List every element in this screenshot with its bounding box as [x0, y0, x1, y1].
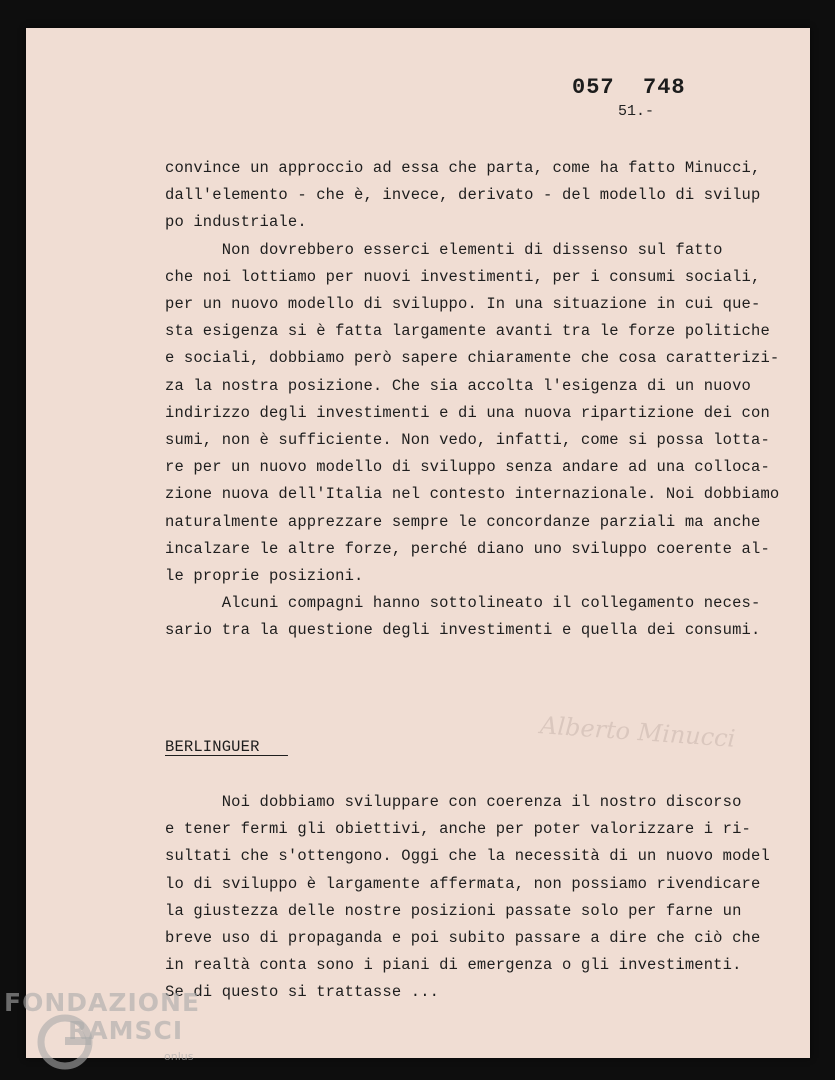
- archive-number: 057 748: [572, 75, 686, 100]
- text-line: e sociali, dobbiamo però sapere chiaramente che cosa caratterizi-: [165, 349, 780, 368]
- text-line: breve uso di propaganda e poi subito passare a dire che ciò che: [165, 929, 761, 948]
- text-line: Se di questo si trattasse ...: [165, 983, 440, 1002]
- text-line: za la nostra posizione. Che sia accolta l'esigenza di un nuovo: [165, 376, 751, 395]
- text-line: e tener fermi gli obiettivi, anche per poter valorizzare i ri-: [165, 820, 751, 839]
- text-line: Noi dobbiamo sviluppare con coerenza il nostro discorso: [165, 793, 742, 811]
- text-line: lo di sviluppo è largamente affermata, non possiamo rivendicare: [165, 874, 761, 893]
- text-line: po industriale.: [165, 213, 307, 232]
- text-line: le proprie posizioni.: [165, 567, 364, 586]
- text-line: sario tra la questione degli investimenti e quella dei consumi.: [165, 621, 761, 640]
- text-line: incalzare le altre forze, perché diano uno sviluppo coerente al-: [165, 539, 770, 558]
- text-line: per un nuovo modello di sviluppo. In una situazione in cui que-: [165, 295, 761, 314]
- text-line: che noi lottiamo per nuovi investimenti, per i consumi sociali,: [165, 267, 761, 286]
- text-line: sta esigenza si è fatta largamente avanti tra le forze politiche: [165, 322, 770, 341]
- text-line: convince un approccio ad essa che parta, come ha fatto Minucci,: [165, 159, 761, 177]
- text-line: zione nuova dell'Italia nel contesto internazionale. Noi dobbiamo: [165, 485, 780, 504]
- speaker-heading: [165, 734, 785, 761]
- text-line: sultati che s'ottengono. Oggi che la necessità di un nuovo model: [165, 847, 770, 866]
- watermark-line1: FONDAZIONE: [4, 988, 201, 1017]
- text-line: la giustezza delle nostre posizioni passate solo per farne un: [165, 901, 742, 920]
- bleed-through-signature: Alberto Minucci: [539, 711, 737, 753]
- text-line: naturalmente apprezzare sempre le concordanze parziali ma anche: [165, 512, 761, 531]
- watermark-suffix: onlus: [164, 1050, 194, 1063]
- text-line: sumi, non è sufficiente. Non vedo, infatti, come si possa lotta-: [165, 431, 770, 450]
- text-line: Alcuni compagni hanno sottolineato il collegamento neces-: [165, 594, 761, 613]
- page-number: 51.-: [618, 103, 655, 120]
- text-line: Non dovrebbero esserci elementi di dissenso sul fatto: [165, 240, 723, 259]
- fondazione-gramsci-watermark: [4, 988, 214, 1078]
- watermark-line2: RAMSCI: [68, 1016, 184, 1045]
- text-line: dall'elemento - che è, invece, derivato - del modello di svilup: [165, 186, 761, 205]
- text-line: re per un nuovo modello di sviluppo senza andare ad una colloca-: [165, 458, 770, 477]
- paragraph-1: [165, 155, 785, 645]
- text-line: in realtà conta sono i piani di emergenza o gli investimenti.: [165, 956, 742, 975]
- paragraph-2: [165, 789, 785, 1007]
- text-line: indirizzo degli investimenti e di una nuova ripartizione dei con: [165, 403, 770, 422]
- speaker-name: BERLINGUER: [165, 738, 260, 756]
